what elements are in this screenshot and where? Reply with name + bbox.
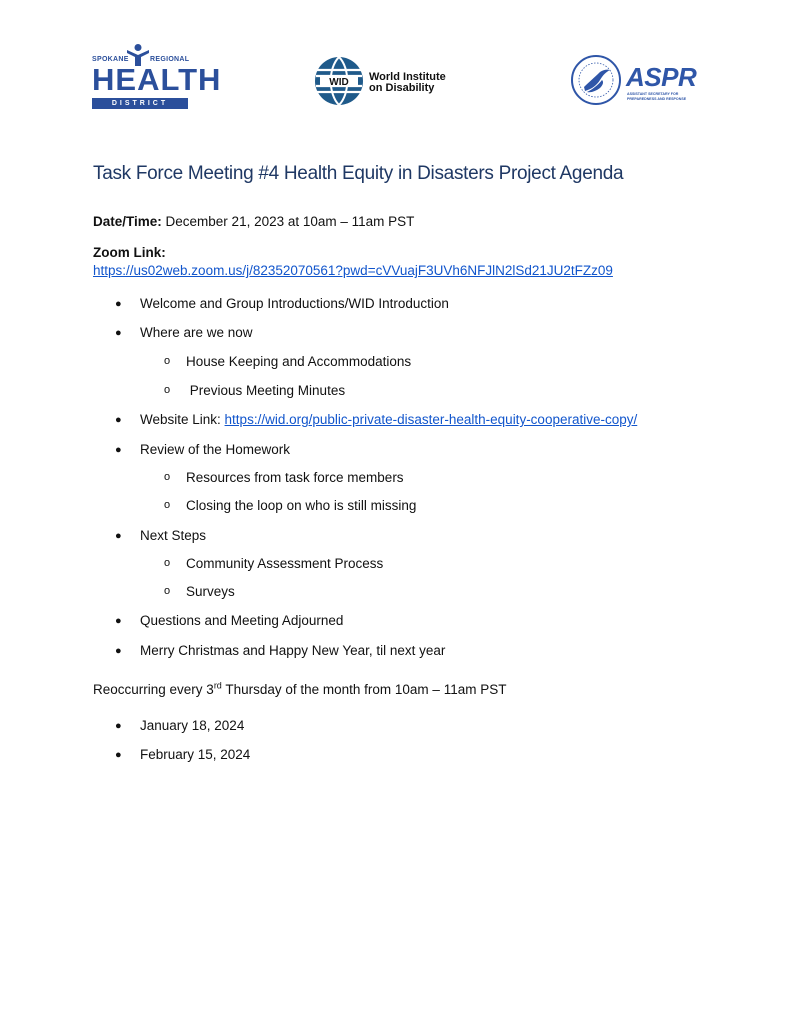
sub-bullet-icon: o <box>164 499 171 511</box>
agenda-subitem-surveys: Surveys <box>186 584 235 599</box>
hhs-seal-icon <box>570 54 622 106</box>
zoom-link[interactable]: https://us02web.zoom.us/j/82352070561?pwd=cVVuajF3UVh6NFJlN2lSd21JU2tFZz09 <box>93 263 613 278</box>
recurring-line <box>93 682 506 697</box>
aspr-logo <box>570 54 697 110</box>
bullet-icon: ● <box>115 645 122 657</box>
bullet-icon: ● <box>115 615 122 627</box>
srhd-logo <box>92 44 222 110</box>
recurring-post: Thursday of the month from 10am – 11am PST <box>221 682 507 697</box>
wid-name-line1: World Institute <box>369 71 446 83</box>
date-item: February 15, 2024 <box>140 747 251 762</box>
agenda-item-where: Where are we now <box>140 325 253 340</box>
bullet-icon: ● <box>115 530 122 542</box>
bullet-icon: ● <box>115 749 122 761</box>
datetime-value: December 21, 2023 at 10am – 11am PST <box>161 214 415 229</box>
sub-bullet-icon: o <box>164 585 171 597</box>
agenda-subitem-minutes: Previous Meeting Minutes <box>186 383 346 398</box>
agenda-item-next-steps: Next Steps <box>140 528 207 543</box>
bullet-icon: ● <box>115 327 122 339</box>
sub-bullet-icon: o <box>164 471 171 483</box>
srhd-spokane-text: SPOKANE <box>92 56 129 63</box>
wid-name-line2: on Disability <box>369 82 435 94</box>
website-link[interactable]: https://wid.org/public-private-disaster-health-equity-cooperative-copy/ <box>224 412 638 427</box>
datetime-label: Date/Time: <box>93 214 162 229</box>
wid-name <box>369 72 446 94</box>
recurring-sup: rd <box>213 680 222 691</box>
website-label: Website Link: <box>140 412 225 427</box>
wid-badge-text: WID <box>329 77 349 88</box>
srhd-regional-text: REGIONAL <box>150 56 190 63</box>
aspr-subtitle: ASSISTANT SECRETARY FOR PREPAREDNESS AND RESPONSE <box>627 92 687 101</box>
date-item: January 18, 2024 <box>140 718 245 733</box>
agenda-subitem-resources: Resources from task force members <box>186 470 404 485</box>
wid-logo <box>314 56 464 108</box>
sub-bullet-icon: o <box>164 355 171 367</box>
agenda-subitem-closing-loop: Closing the loop on who is still missing <box>186 498 417 513</box>
sub-bullet-icon: o <box>164 384 171 396</box>
zoom-label: Zoom Link: <box>93 245 166 260</box>
bullet-icon: ● <box>115 720 122 732</box>
bullet-icon: ● <box>115 298 122 310</box>
srhd-district-text: DISTRICT <box>92 98 188 109</box>
agenda-subitem-assessment: Community Assessment Process <box>186 556 384 571</box>
agenda-subitem-housekeeping: House Keeping and Accommodations <box>186 354 412 369</box>
srhd-health-text: HEALTH <box>92 62 222 97</box>
agenda-item-questions: Questions and Meeting Adjourned <box>140 613 344 628</box>
agenda-item-welcome: Welcome and Group Introductions/WID Introduction <box>140 296 449 311</box>
page-title: Task Force Meeting #4 Health Equity in Disasters Project Agenda <box>93 163 624 184</box>
agenda-item-homework: Review of the Homework <box>140 442 291 457</box>
sub-bullet-icon: o <box>164 557 171 569</box>
aspr-wordmark: ASPR <box>626 62 697 92</box>
agenda-item-website <box>140 412 637 427</box>
bullet-icon: ● <box>115 414 122 426</box>
recurring-pre: Reoccurring every 3 <box>93 682 214 697</box>
datetime-line <box>93 214 414 229</box>
globe-icon <box>314 56 364 106</box>
agenda-item-holiday: Merry Christmas and Happy New Year, til next year <box>140 643 446 658</box>
bullet-icon: ● <box>115 444 122 456</box>
